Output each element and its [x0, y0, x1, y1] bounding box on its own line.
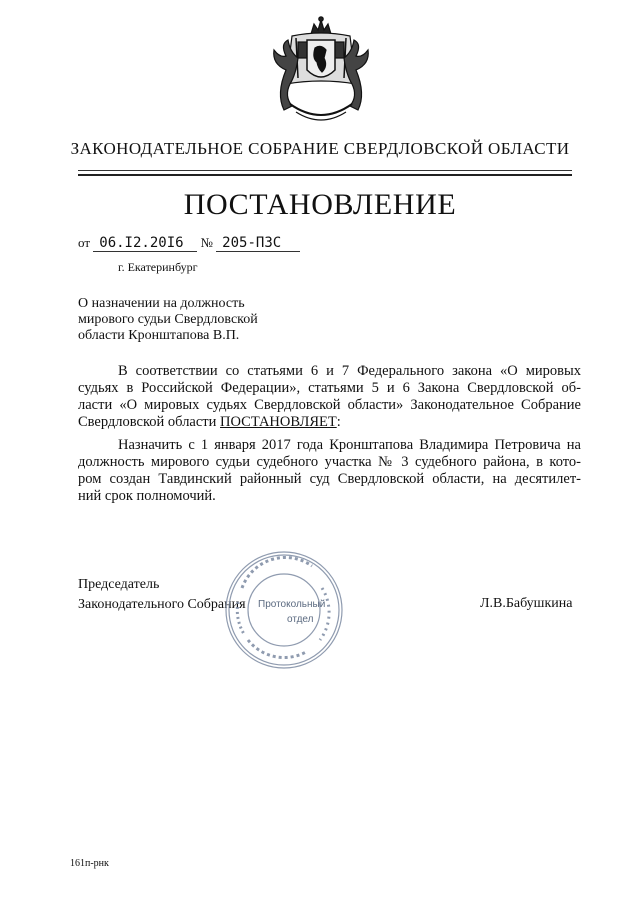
document-number: 205-ПЗС [216, 236, 300, 252]
official-stamp-icon [222, 548, 346, 672]
date-label: от [78, 235, 91, 250]
paragraph-line: должность мирового судьи судебного участка № 3 судебного района, в кото- [78, 454, 581, 470]
paragraph-line: ний срок полномочий. [78, 488, 216, 504]
signatory-position [78, 575, 246, 615]
paragraph-line: ром создан Тавдинский районный суд Свердловской области, на десятилет- [78, 471, 581, 487]
paragraph-line: ласти «О мировых судьях Свердловской области» Законодательное Собрание [78, 397, 581, 413]
stamp-center-text: Протокольный [258, 599, 326, 610]
city: г. Екатеринбург [118, 260, 198, 274]
resolution-paragraph [78, 437, 581, 505]
document-subject [78, 296, 258, 344]
position-line: Председатель [78, 577, 160, 592]
position-line: Законодательного Собрания [78, 597, 246, 612]
stamp-center-text: отдел [287, 614, 314, 625]
footer-code: 161п-рнк [70, 858, 109, 869]
subject-line: мирового судьи Свердловской [78, 312, 258, 327]
colon: : [336, 414, 341, 430]
paragraph-line: судьях в Российской Федерации», статьями 5 и 6 Закона Свердловской об- [78, 380, 581, 396]
resolves-keyword: ПОСТАНОВЛЯЕТ [220, 414, 337, 430]
date-value: 06.I2.20I6 [93, 236, 197, 252]
paragraph-line: В соответствии со статьями 6 и 7 Федерального закона «О мировых [118, 363, 581, 379]
subject-line: области Кронштапова В.П. [78, 328, 240, 343]
coat-of-arms-icon [262, 14, 380, 130]
paragraph-text: Свердловской области [78, 414, 221, 430]
header-divider [78, 170, 572, 171]
document-type-title: ПОСТАНОВЛЕНИЕ [183, 188, 457, 221]
preamble-paragraph [78, 363, 581, 431]
organization-title: ЗАКОНОДАТЕЛЬНОЕ СОБРАНИЕ СВЕРДЛОВСКОЙ ОБЛАСТИ [70, 139, 570, 158]
paragraph-line [78, 414, 581, 431]
date-number-row [78, 235, 300, 252]
signatory-name: Л.В.Бабушкина [480, 596, 573, 611]
subject-line: О назначении на должность [78, 296, 245, 311]
header-divider-thick [78, 174, 572, 176]
paragraph-line: Назначить с 1 января 2017 года Кронштапова Владимира Петровича на [118, 437, 581, 453]
number-label: № [200, 235, 213, 250]
